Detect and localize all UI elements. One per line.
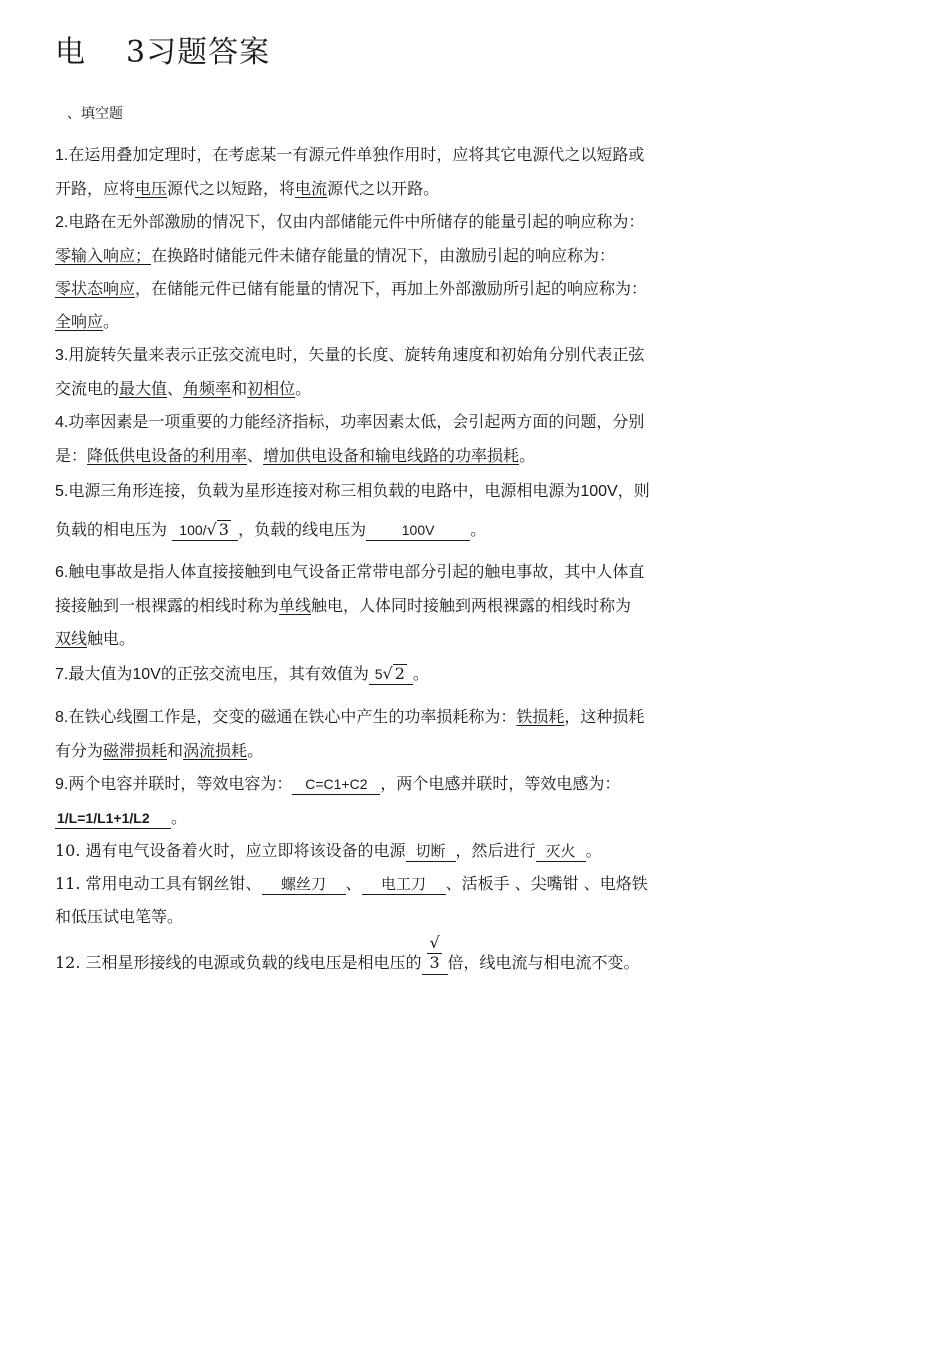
question-1: 1.在运用叠加定理时，在考虑某一有源元件单独作用时，应将其它电源代之以短路或开路，应将电压源代之以短路，将电流源代之以开路。 bbox=[55, 145, 645, 198]
title-left: 电 bbox=[55, 35, 86, 70]
answer-3c: 初相位 bbox=[247, 379, 296, 398]
answer-5b: 100V bbox=[366, 520, 470, 541]
question-3: 3.用旋转矢量来表示正弦交流电时，矢量的长度、旋转角速度和初始角分别代表正弦交流电的最大值、角频率和初相位。 bbox=[55, 345, 645, 398]
question-9: 9.两个电容并联时，等效电容为： C=C1+C2 ，两个电感并联时，等效电感为： 1/L=1/L1+1/L2 。 bbox=[55, 774, 621, 827]
answer-2c: 全响应 bbox=[55, 312, 104, 331]
section-heading: 、填空题 bbox=[67, 106, 123, 122]
sqrt-symbol: √3 bbox=[429, 933, 440, 972]
answer-4a: 降低供电设备的利用率 bbox=[87, 446, 248, 465]
sqrt-symbol: √ 2 bbox=[382, 664, 405, 683]
answer-3b: 角频率 bbox=[183, 379, 232, 398]
answer-8a: 铁损耗 bbox=[516, 707, 565, 726]
answer-6b: 双线 bbox=[55, 629, 88, 648]
document-page bbox=[55, 30, 655, 982]
page-title bbox=[55, 30, 655, 76]
answer-2a: 零输入响应； bbox=[55, 246, 152, 265]
answer-11b: 电工刀 bbox=[362, 874, 446, 895]
question-12: 12. 三相星形接线的电源或负载的线电压是相电压的√3 倍，线电流与相电流不变。 bbox=[55, 933, 655, 982]
answer-8b: 磁滞损耗 bbox=[103, 741, 168, 760]
answer-8c: 涡流损耗 bbox=[183, 741, 248, 760]
answer-2b: 零状态响应 bbox=[55, 279, 136, 298]
answer-10a: 切断 bbox=[406, 841, 456, 862]
question-6: 6.触电事故是指人体直接接触到电气设备正常带电部分引起的触电事故，其中人体直接接触到一根裸露的相线时称为单线触电，人体同时接触到两根裸露的相线时称为 双线触电。 bbox=[55, 562, 645, 648]
answer-9a: C=C1+C2 bbox=[292, 774, 380, 795]
title-right: 3习题答案 bbox=[126, 35, 271, 70]
answer-1b: 电流 bbox=[295, 179, 328, 198]
answer-4b: 增加供电设备和输电线路的功率损耗 bbox=[263, 446, 520, 465]
answer-11a: 螺丝刀 bbox=[262, 874, 346, 895]
question-10: 10. 遇有电气设备着火时，应立即将该设备的电源 切断 ，然后进行 灭火 。 bbox=[55, 841, 602, 860]
question-2: 2.电路在无外部激励的情况下，仅由内部储能元件中所储存的能量引起的响应称为： 零输入响应；在换路时储能元件未储存能量的情况下，由激励引起的响应称为： 零状态响应，在储能元件已储有能量的情况下，再加上外部激励所引起的响应称为：全响应。 bbox=[55, 212, 648, 331]
answer-5a: 100/√ 3 bbox=[172, 520, 238, 541]
answer-1a: 电压 bbox=[135, 179, 168, 198]
answer-9b: 1/L=1/L1+1/L2 bbox=[55, 808, 171, 829]
question-5: 5.电源三角形连接，负载为星形连接对称三相负载的电路中，电源相电源为100V，则负载的相电压为 100/√ 3 ，负载的线电压为 100V 。 bbox=[55, 481, 650, 539]
sqrt-symbol: √ 3 bbox=[206, 520, 229, 539]
answer-12 bbox=[422, 933, 448, 975]
question-7: 7.最大值为10V的正弦交流电压，其有效值为 5√ 2 。 bbox=[55, 664, 429, 683]
question-4: 4.功率因素是一项重要的力能经济指标，功率因素太低，会引起两方面的问题，分别是：降低供电设备的利用率、增加供电设备和输电线路的功率损耗。 bbox=[55, 412, 645, 465]
answer-3a: 最大值 bbox=[119, 379, 168, 398]
answer-6a: 单线 bbox=[279, 596, 312, 615]
answer-7: 5√ 2 bbox=[369, 664, 413, 685]
question-8: 8.在铁心线圈工作是，交变的磁通在铁心中产生的功率损耗称为：铁损耗，这种损耗有分为磁滞损耗和涡流损耗。 bbox=[55, 707, 645, 760]
answer-10b: 灭火 bbox=[536, 841, 586, 862]
question-11: 11. 常用电动工具有钢丝钳、 螺丝刀 、 电工刀 、活板手 、尖嘴钳 、电烙铁和低压试电笔等。 bbox=[55, 874, 648, 926]
